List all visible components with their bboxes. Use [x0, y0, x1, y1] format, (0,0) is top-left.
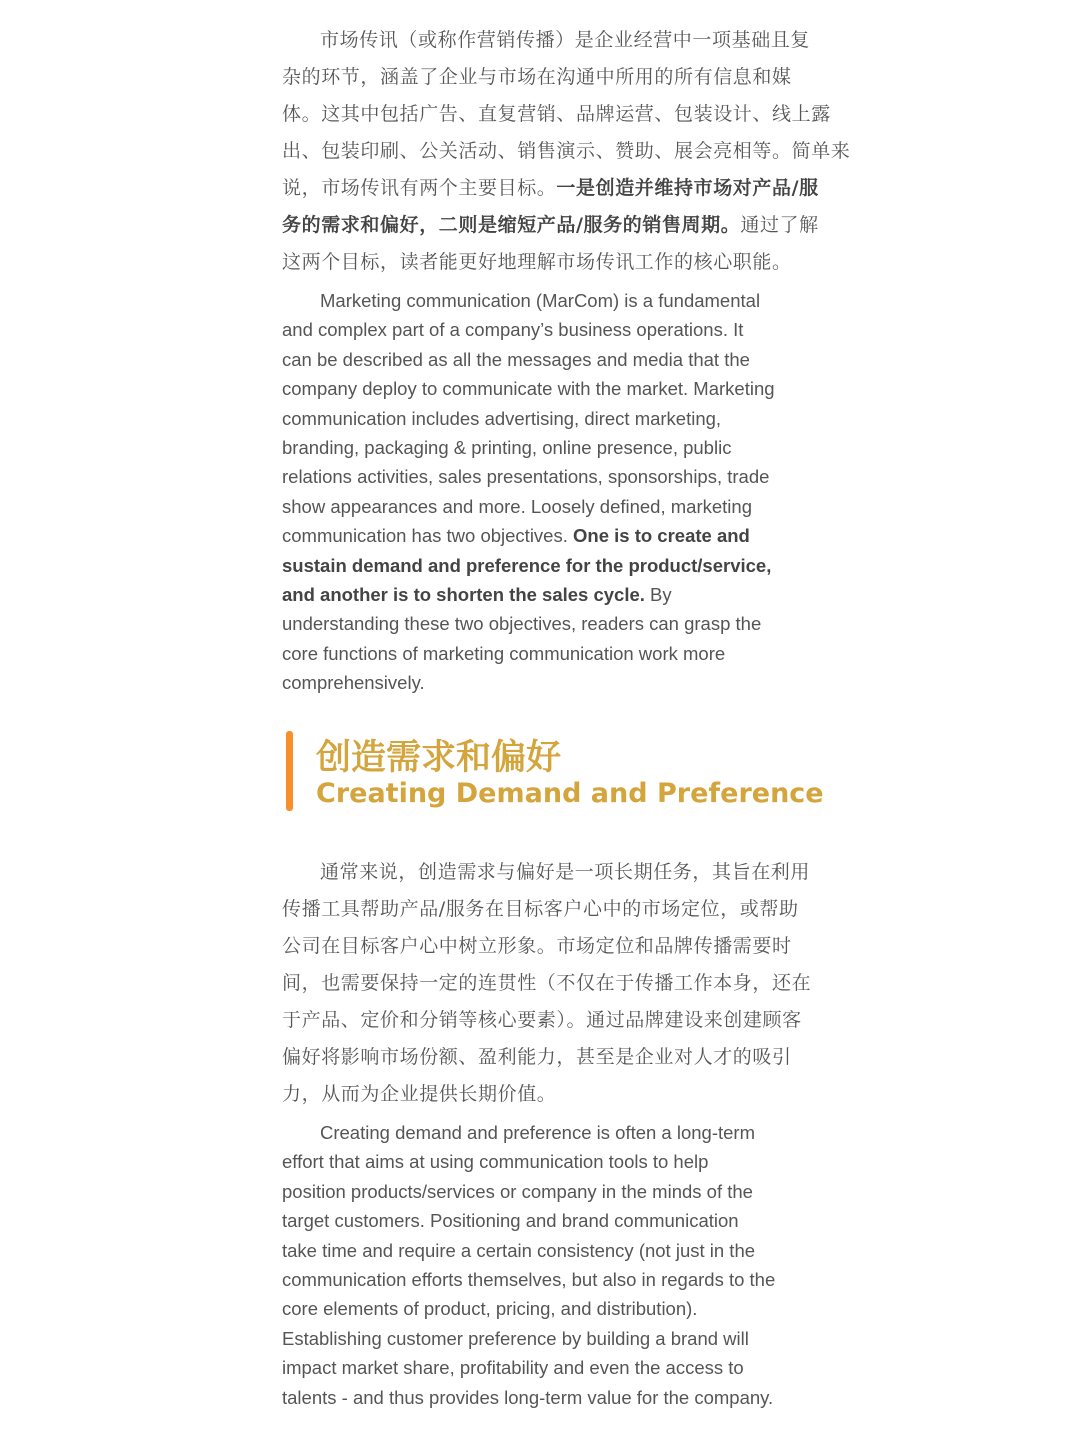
- text-segment: communication has two objectives.: [282, 525, 573, 547]
- text-line: [282, 1265, 804, 1294]
- text-line: [282, 22, 811, 59]
- text-line: [282, 133, 851, 170]
- text-line: [282, 668, 804, 697]
- text-segment: 体。这其中包括广告、直复营销、品牌运营、包装设计、线上露: [282, 103, 831, 125]
- text-line: [282, 59, 804, 96]
- text-line: [282, 1383, 804, 1412]
- section-title-en: Creating Demand and Preference: [316, 778, 824, 809]
- text-line: [282, 609, 804, 638]
- section-paragraph-en: [282, 1118, 804, 1412]
- text-line: [282, 891, 804, 928]
- text-segment: 通过了解: [740, 214, 819, 236]
- text-segment: position products/services or company in the minds of the: [282, 1180, 753, 1202]
- text-line: [282, 521, 804, 550]
- text-segment: 公司在目标客户心中树立形象。市场定位和品牌传播需要时: [282, 935, 792, 957]
- text-segment: 偏好将影响市场份额、盈利能力，甚至是企业对人才的吸引: [282, 1046, 792, 1068]
- section-paragraph-zh: [282, 854, 812, 1113]
- text-line: [282, 1002, 804, 1039]
- text-segment: Creating demand and preference is often a long-term: [320, 1122, 756, 1143]
- text-segment: 杂的环节，涵盖了企业与市场在沟通中所用的所有信息和媒: [282, 66, 792, 88]
- text-line: [282, 404, 804, 433]
- text-segment: Establishing customer preference by building a brand will: [282, 1327, 749, 1349]
- intro-paragraph-zh: [282, 22, 851, 281]
- text-line: [282, 1076, 804, 1113]
- text-segment: company deploy to communicate with the market. Marketing: [282, 378, 775, 400]
- intro-paragraph-en: [282, 286, 804, 698]
- text-line: [282, 170, 819, 207]
- text-segment: By: [644, 584, 672, 606]
- text-segment: communication includes advertising, direct marketing,: [282, 407, 722, 429]
- text-segment: understanding these two objectives, readers can grasp the: [282, 613, 762, 635]
- bold-text: 一是创造并维持市场对产品/服: [556, 177, 819, 199]
- text-line: [282, 1324, 804, 1353]
- text-line: [282, 580, 804, 609]
- text-line: [282, 1118, 804, 1147]
- text-segment: impact market share, profitability and even the access to: [282, 1357, 744, 1379]
- text-line: [282, 1039, 804, 1076]
- text-line: [282, 492, 804, 521]
- text-segment: 通常来说，创造需求与偏好是一项长期任务，其旨在利用: [320, 861, 811, 883]
- text-line: [282, 315, 804, 344]
- text-line: [282, 854, 811, 891]
- section-accent-bar: [286, 731, 293, 811]
- text-segment: communication efforts themselves, but also in regards to the: [282, 1269, 776, 1291]
- text-line: [282, 433, 804, 462]
- text-line: [282, 928, 804, 965]
- text-segment: 出、包装印刷、公关活动、销售演示、赞助、展会亮相等。简单来: [282, 140, 851, 162]
- text-segment: talents - and thus provides long-term value for the company.: [282, 1386, 774, 1408]
- text-line: [282, 244, 804, 281]
- bold-text: 务的需求和偏好，二则是缩短产品/服务的销售周期。: [282, 214, 741, 236]
- text-segment: core functions of marketing communication work more: [282, 642, 726, 664]
- text-segment: Marketing communication (MarCom) is a fundamental: [320, 290, 761, 311]
- text-line: [282, 286, 804, 315]
- text-line: [282, 1236, 804, 1265]
- text-segment: can be described as all the messages and media that the: [282, 348, 750, 370]
- bold-text: One is to create and: [573, 525, 750, 547]
- text-line: [282, 96, 831, 133]
- text-segment: 力，从而为企业提供长期价值。: [282, 1083, 557, 1105]
- text-line: [282, 965, 812, 1002]
- text-segment: branding, packaging & printing, online presence, public: [282, 437, 732, 459]
- text-line: [282, 345, 804, 374]
- text-segment: target customers. Positioning and brand communication: [282, 1210, 739, 1232]
- text-segment: comprehensively.: [282, 672, 425, 694]
- text-segment: relations activities, sales presentations, sponsorships, trade: [282, 466, 770, 488]
- text-line: [282, 1294, 804, 1323]
- text-line: [282, 551, 804, 580]
- text-segment: 于产品、定价和分销等核心要素）。通过品牌建设来创建顾客: [282, 1009, 802, 1031]
- text-segment: core elements of product, pricing, and distribution).: [282, 1298, 698, 1320]
- text-segment: effort that aims at using communication tools to help: [282, 1151, 709, 1173]
- section-title-zh: 创造需求和偏好: [316, 738, 562, 778]
- text-segment: 传播工具帮助产品/服务在目标客户心中的市场定位，或帮助: [282, 898, 799, 920]
- text-segment: take time and require a certain consistency (not just in the: [282, 1239, 756, 1261]
- text-segment: and complex part of a company’s business operations. It: [282, 319, 744, 341]
- text-line: [282, 1177, 804, 1206]
- text-segment: 市场传讯（或称作营销传播）是企业经营中一项基础且复: [320, 29, 811, 51]
- text-line: [282, 1206, 804, 1235]
- text-segment: 这两个目标，读者能更好地理解市场传讯工作的核心职能。: [282, 251, 792, 273]
- text-line: [282, 1353, 804, 1382]
- text-segment: show appearances and more. Loosely defined, marketing: [282, 495, 752, 517]
- text-line: [282, 1147, 804, 1176]
- text-line: [282, 639, 804, 668]
- bold-text: and another is to shorten the sales cycle.: [282, 584, 645, 606]
- text-line: [282, 374, 804, 403]
- bold-text: sustain demand and preference for the product/service,: [282, 554, 772, 576]
- text-segment: 说，市场传讯有两个主要目标。: [282, 177, 557, 199]
- text-line: [282, 462, 804, 491]
- text-segment: 间，也需要保持一定的连贯性（不仅在于传播工作本身，还在: [282, 972, 812, 994]
- text-line: [282, 207, 819, 244]
